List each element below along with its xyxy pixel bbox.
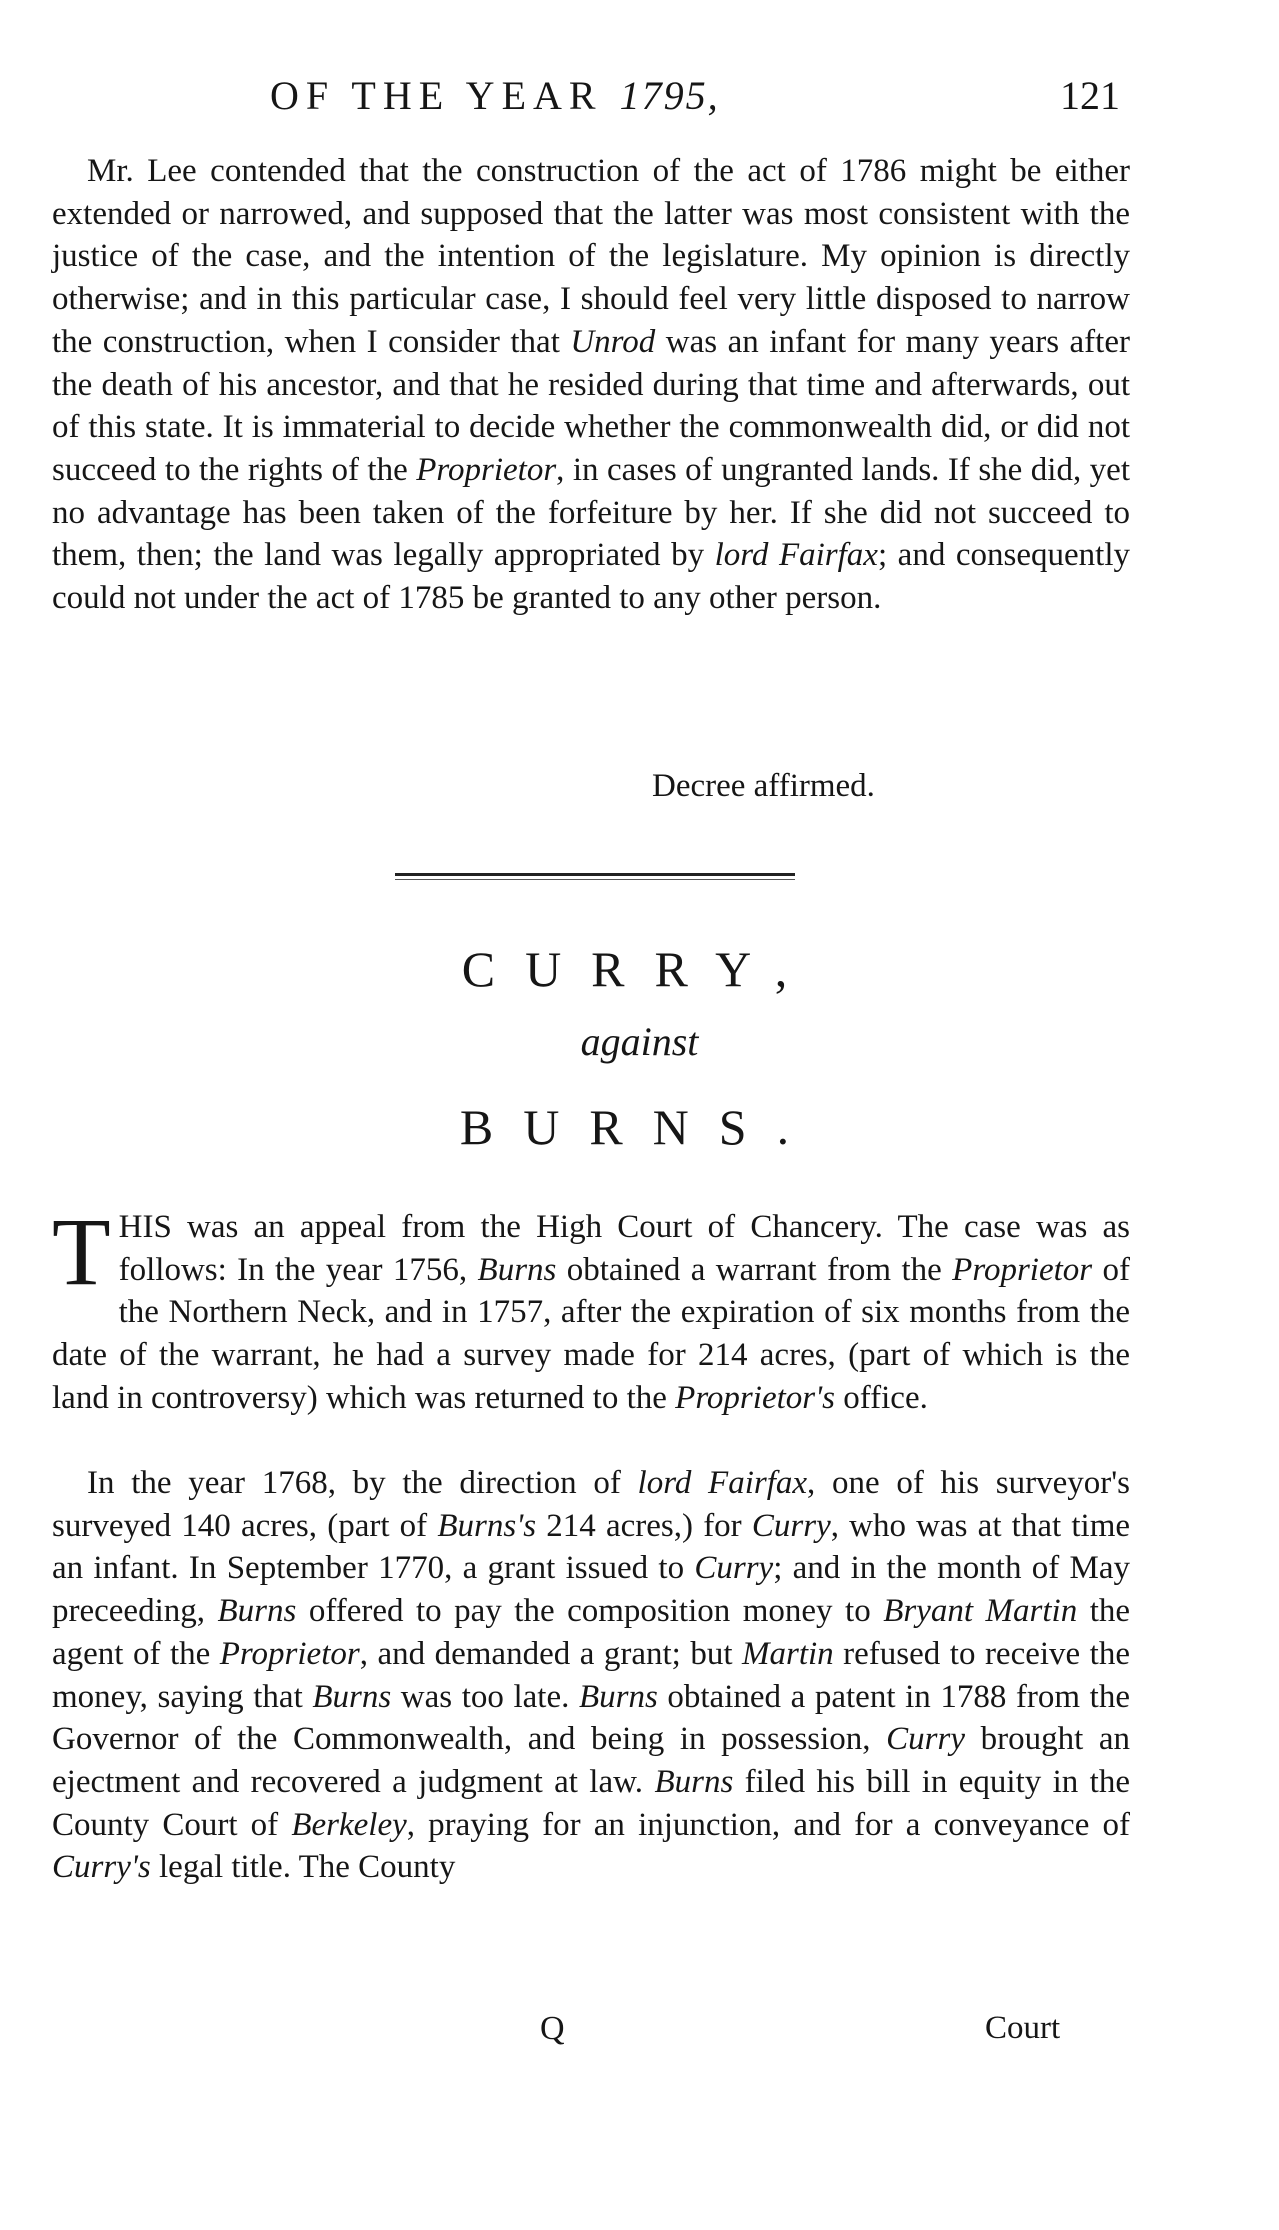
text-run: HIS was an appeal from the High Court of Chancery. The case was as follows: In the year 1756,	[118, 1209, 1130, 1288]
italic-text-run: Burns	[578, 1678, 658, 1715]
running-head-year: 1795,	[619, 73, 720, 118]
case-statement-paragraph	[52, 1198, 1130, 1420]
text-run: was too late.	[391, 1678, 579, 1715]
page-number: 121	[1060, 73, 1120, 118]
running-head	[270, 72, 720, 119]
case-against: against	[580, 1019, 699, 1064]
text-run: obtained a warrant from the	[556, 1251, 953, 1288]
text-run: brought an ejectment and recovered a judgment at law.	[52, 1721, 1130, 1800]
catchword: Court	[985, 2010, 1061, 2046]
decree-line: Decree affirmed.	[652, 768, 875, 804]
text-run: of the Northern Neck, and in 1757, after the expiration of six months from the date of the warrant, he had a survey made for 214 acres, (part of which is the land in controversy) which was returned to the	[52, 1251, 1130, 1416]
italic-text-run: Martin	[742, 1635, 834, 1672]
italic-text-run: Curry	[886, 1721, 965, 1758]
text-run: ; and in the month of May preceeding,	[52, 1550, 1130, 1630]
italic-text-run: Curry's	[52, 1849, 151, 1886]
italic-text-run: Burns	[312, 1678, 392, 1715]
section-rule	[395, 873, 795, 876]
italic-text-run: Burns	[654, 1763, 734, 1800]
text-run: 214 acres,) for	[536, 1507, 752, 1544]
paragraph-body	[52, 150, 1130, 620]
case-party-plaintiff: CURRY,	[461, 941, 818, 997]
text-run: In the year 1768, by the direction of	[87, 1465, 638, 1501]
italic-text-run: Curry	[751, 1507, 831, 1544]
italic-text-run: lord Fairfax	[637, 1465, 808, 1501]
text-run: ; and consequently could not under the act of 1785 be granted to any other person.	[52, 537, 1130, 617]
italic-text-run: Burns	[217, 1593, 297, 1630]
text-run: offered to pay the composition money to	[296, 1593, 884, 1630]
paragraph-body	[52, 1462, 1130, 1889]
italic-text-run: Proprietor's	[675, 1379, 835, 1416]
text-run: , in cases of ungranted lands. If she did, yet no advantage has been taken of the forfeiture by her. If she did not succeed to them, then; the land was legally appropriated by	[52, 451, 1130, 574]
opinion-paragraph	[52, 150, 1130, 620]
paragraph-body	[52, 1198, 1130, 1420]
case-party-defendant: BURNS.	[459, 1099, 820, 1155]
italic-text-run: lord Fairfax	[714, 537, 878, 574]
italic-text-run: Burns	[477, 1251, 557, 1288]
text-run: filed his bill in equity in the County Court of	[52, 1763, 1130, 1843]
text-run: the agent of the	[52, 1593, 1131, 1672]
text-run: , and demanded a grant; but	[359, 1635, 742, 1672]
drop-cap: T	[52, 1198, 111, 1305]
text-run: , who was at that time an infant. In September 1770, a grant issued to	[52, 1507, 1131, 1587]
italic-text-run: Curry	[694, 1550, 774, 1587]
text-run: refused to receive the money, saying that	[52, 1635, 1130, 1715]
italic-text-run: Burns's	[437, 1507, 537, 1544]
running-head-title: OF THE YEAR	[270, 73, 603, 118]
italic-text-run: Proprietor	[219, 1635, 360, 1672]
signature-mark: Q	[540, 2010, 565, 2047]
facts-paragraph	[52, 1462, 1130, 1889]
italic-text-run: Proprietor	[952, 1251, 1093, 1288]
text-run: Mr. Lee contended that the construction of the act of 1786 might be either extended or narrowed, and supposed that the latter was most consistent with the justice of the case, and the intention of the legislature. My opinion is directly otherwise; and in this particular case, I should feel very little disposed to narrow the construction, when I consider that	[52, 153, 1130, 360]
text-run: was an infant for many years after the death of his ancestor, and that he resided during that time and afterwards, out of this state. It is immaterial to decide whether the commonwealth did, or did not succeed to the rights of the	[52, 323, 1130, 488]
text-run: legal title. The County	[150, 1849, 456, 1886]
text-run: , praying for an injunction, and for a conveyance of	[406, 1806, 1130, 1843]
italic-text-run: Berkeley	[291, 1806, 407, 1843]
italic-text-run: Bryant Martin	[883, 1593, 1078, 1630]
text-run: office.	[835, 1379, 928, 1416]
text-run: , one of his surveyor's surveyed 140 acres, (part of	[52, 1465, 1130, 1544]
text-run: obtained a patent in 1788 from the Governor of the Commonwealth, and being in possession,	[52, 1678, 1130, 1758]
italic-text-run: Proprietor	[416, 451, 557, 488]
italic-text-run: Unrod	[570, 323, 656, 360]
